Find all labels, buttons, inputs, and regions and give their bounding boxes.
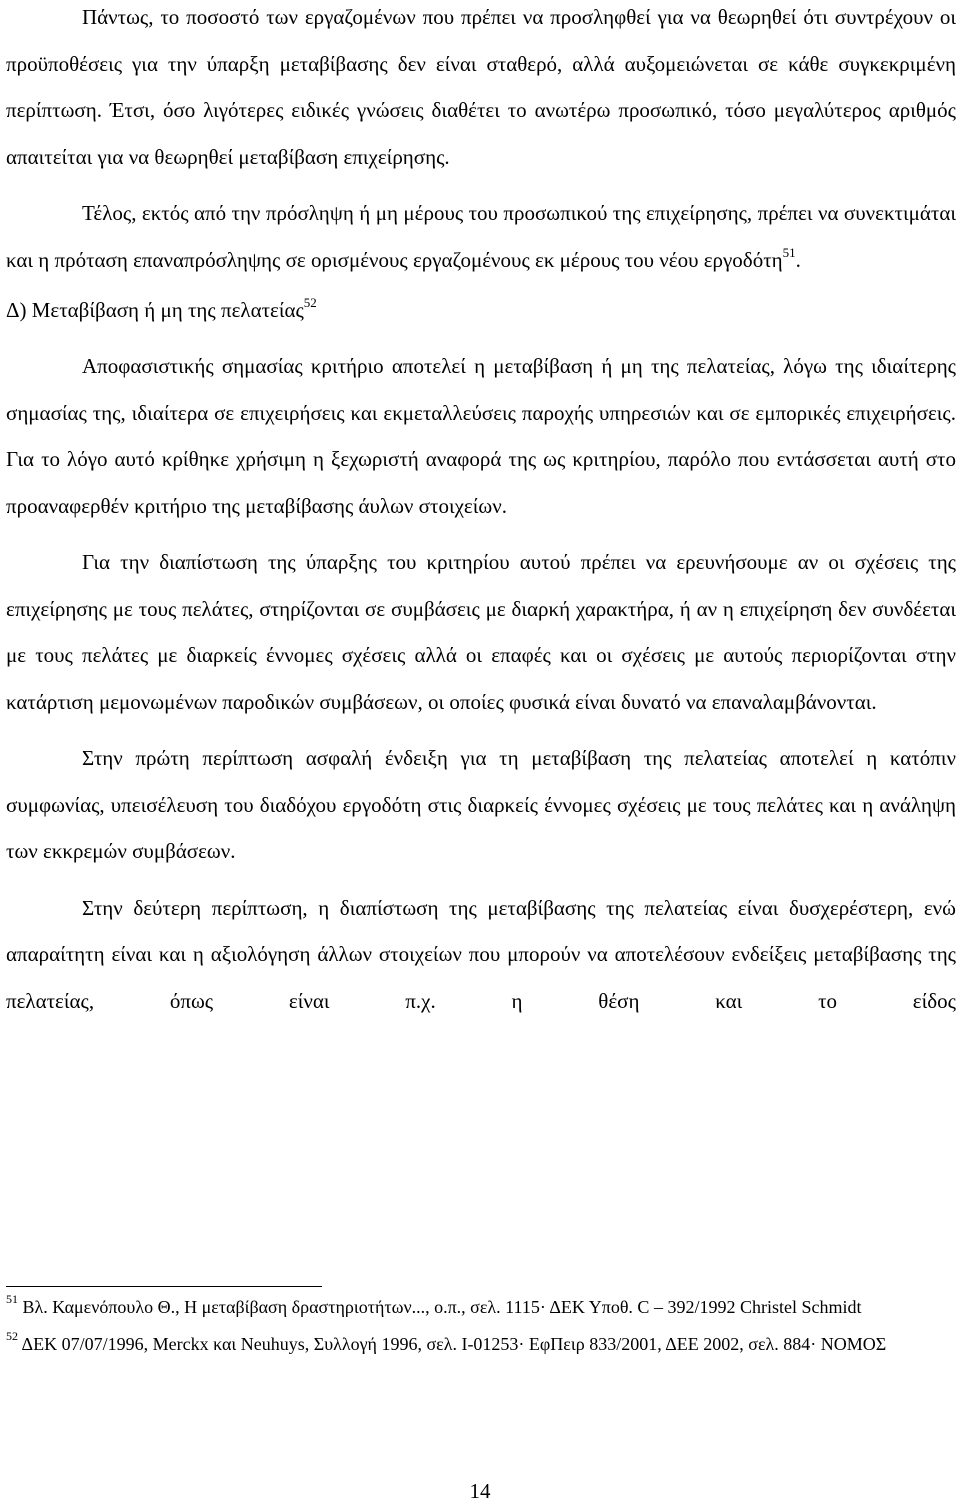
paragraph-6: Στην δεύτερη περίπτωση, η διαπίστωση της μεταβίβασης της πελατείας είναι δυσχερέστερη, ενώ απαραίτητη είναι και η αξιολόγηση άλλων στοιχείων που μπορούν να αποτελέσουν ενδείξεις μεταβίβασης της πελατείας, όπως είναι π.χ. η θέση και το είδος: [6, 895, 956, 1013]
footnote-ref-51[interactable]: 51: [782, 244, 796, 260]
footnote-text: Βλ. Καμενόπουλο Θ., Η μεταβίβαση δραστηριοτήτων..., ο.π., σελ. 1115· ΔΕΚ Υποθ. C – 392/1992 Christel Schmidt: [22, 1297, 862, 1317]
footnote-number: 52: [6, 1329, 18, 1343]
footnote-51: [6, 1294, 956, 1321]
section-heading-text: Δ) Μεταβίβαση ή μη της πελατείας: [6, 298, 304, 322]
paragraph-1: Πάντως, το ποσοστό των εργαζομένων που πρέπει να προσληφθεί για να θεωρηθεί ότι συντρέχουν οι προϋποθέσεις για την ύπαρξη μεταβίβασης δεν είναι σταθερό, αλλά αυξομειώνεται σε κάθε συγκεκριμένη περίπτωση. Έτσι, όσο λιγότερες ειδικές γνώσεις διαθέτει το ανωτέρω προσωπικό, τόσο μεγαλύτερος αριθμός απαιτείται για να θεωρηθεί μεταβίβαση επιχείρησης.: [6, 5, 956, 169]
paragraph-4: Για την διαπίστωση της ύπαρξης του κριτηρίου αυτού πρέπει να ερευνήσουμε αν οι σχέσεις της επιχείρησης με τους πελάτες, στηρίζονται σε συμβάσεις με διαρκή χαρακτήρα, ή αν η επιχείρηση δεν συνδέεται με τους πελάτες με διαρκείς έννομες σχέσεις αλλά οι επαφές και οι σχέσεις με αυτούς περιορίζονται στην κατάρτιση μεμονωμένων παροδικών συμβάσεων, οι οποίες φυσικά είναι δυνατό να επαναλαμβάνονται.: [6, 550, 956, 714]
paragraph-3: Αποφασιστικής σημασίας κριτήριο αποτελεί η μεταβίβαση ή μη της πελατείας, λόγω της ιδιαίτερης σημασίας της, ιδιαίτερα σε επιχειρήσεις και εκμεταλλεύσεις παροχής υπηρεσιών και σε εμπορικές επιχειρήσεις. Για το λόγο αυτό κρίθηκε χρήσιμη η ξεχωριστή αναφορά της ως κριτηρίου, παρόλο που εντάσσεται αυτή στο προαναφερθέν κριτήριο της μεταβίβασης άυλων στοιχείων.: [6, 354, 956, 518]
paragraph-2-end: .: [795, 247, 801, 272]
footnote-number: 51: [6, 1292, 18, 1306]
paragraph-2: [6, 190, 956, 283]
footnote-text: ΔΕΚ 07/07/1996, Merckx και Neuhuys, Συλλογή 1996, σελ. I-01253· ΕφΠειρ 833/2001, ΔΕΕ 2002, σελ. 884· ΝΟΜΟΣ: [21, 1334, 887, 1354]
footnote-ref-52[interactable]: 52: [303, 295, 317, 310]
paragraph-2-text: Τέλος, εκτός από την πρόσληψη ή μη μέρους του προσωπικού της επιχείρησης, πρέπει να συνεκτιμάται και η πρόταση επαναπρόσληψης σε ορισμένους εργαζομένους εκ μέρους του νέου εργοδότη: [6, 201, 956, 272]
footnote-separator: [6, 1286, 322, 1287]
footnote-52: [6, 1331, 956, 1358]
section-heading: [6, 287, 956, 333]
page-body: [6, 0, 956, 1024]
page-number: 14: [469, 1479, 491, 1503]
paragraph-5: Στην πρώτη περίπτωση ασφαλή ένδειξη για τη μεταβίβαση της πελατείας αποτελεί η κατόπιν συμφωνίας, υπεισέλευση του διαδόχου εργοδότη στις διαρκείς έννομες σχέσεις με τους πελάτες και η ανάληψη των εκκρεμών συμβάσεων.: [6, 746, 956, 863]
footnotes: [6, 1294, 956, 1358]
